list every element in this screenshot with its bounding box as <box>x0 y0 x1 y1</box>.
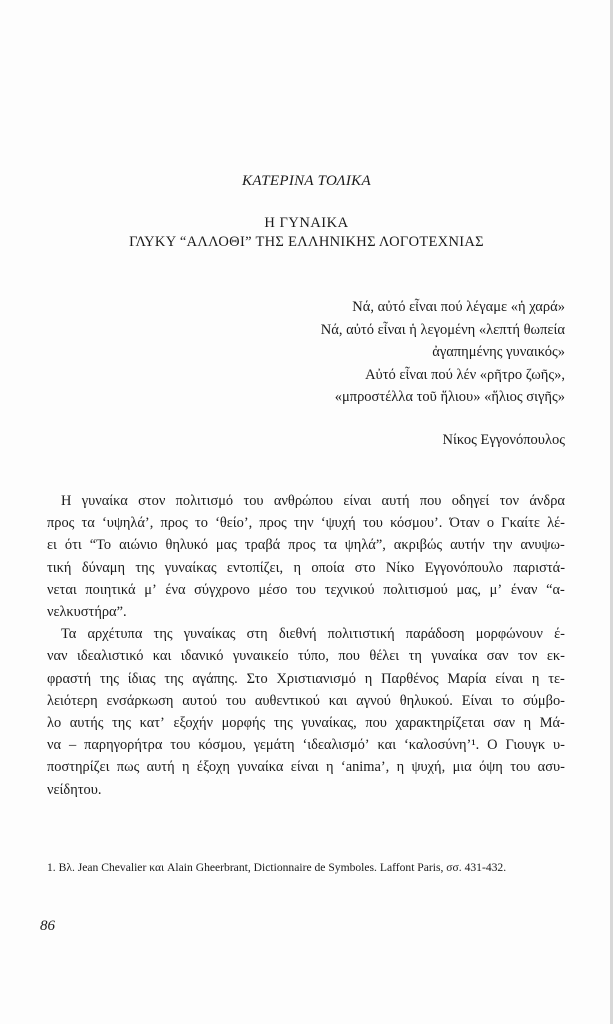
text-line: ποστηρίζει πως αυτή η έξοχη γυναίκα είναι η ‘anima’, η ψυχή, μια όψη του ασυ- <box>47 759 565 776</box>
epigraph-author: Νίκος Εγγονόπουλος <box>442 432 565 448</box>
epigraph-line: «μπροστέλλα τοῦ ἥλιου» «ἥλιος σιγῆς» <box>334 389 565 405</box>
text-line: να – παρηγορήτρα του κόσμου, γεμάτη ‘ιδεαλισμό’ και ‘καλοσύνη’¹. Ο Γιουγκ υ- <box>47 737 565 754</box>
text-line: ναν ιδεαλιστικό και ιδανικό γυναικείο τύπο, που θέλει τη γυναίκα σαν τον εκ- <box>47 648 565 665</box>
text-line: προς τα ‘υψηλά’, προς το ‘θείο’, προς την ‘ψυχή του κόσμου’. Όταν ο Γκαίτε λέ- <box>47 515 565 532</box>
epigraph-line: Νά, αὐτό εἶναι ἡ λεγομένη «λεπτή θωπεία <box>320 321 565 338</box>
text-line: νελκυστήρα”. <box>47 604 127 621</box>
body-text <box>47 490 565 801</box>
text-line: Η γυναίκα στον πολιτισμό του ανθρώπου είναι αυτή που οδηγεί τον άνδρα <box>61 493 565 509</box>
text-line: λο αυτής της κατ’ εξοχήν μορφής της γυναίκας, που χαρακτηρίζεται σαν η Μά- <box>47 715 565 732</box>
text-line: ει ότι “Το αιώνιο θηλυκό μας τραβά προς τα ψηλά”, ακριβώς αυτήν την ανυψω- <box>47 537 565 554</box>
text-line: νείδητου. <box>47 781 102 798</box>
footnote: 1. Βλ. Jean Chevalier και Alain Gheerbrant, Dictionnaire de Symboles. Laffont Paris, σσ. 431-432. <box>47 861 507 874</box>
epigraph-line: Αὐτό εἶναι πού λέν «ρῆτρο ζωῆς», <box>365 366 565 383</box>
article-title-line1: Η ΓΥΝΑΙΚΑ <box>264 215 349 231</box>
article-author: ΚΑΤΕΡΙΝΑ ΤΟΛΙΚΑ <box>242 173 371 189</box>
page-number: 86 <box>40 918 55 934</box>
text-line: φραστή της ίδιας της αγάπης. Στο Χριστιανισμό η Παρθένος Μαρία είναι η τε- <box>47 670 565 687</box>
epigraph-line: ἀγαπημένης γυναικός» <box>432 344 565 360</box>
text-line: Τα αρχέτυπα της γυναίκας στη διεθνή πολιτιστική παράδοση μορφώνουν έ- <box>61 626 565 643</box>
epigraph <box>321 296 565 409</box>
text-line: λειότερη ενσάρκωση αυτού του αυθεντικού και αγνού θηλυκού. Είναι το σύμβο- <box>47 692 565 709</box>
text-line: τική δύναμη της γυναίκας εντοπίζει, η οποία στο Νίκο Εγγονόπουλο παριστά- <box>47 559 565 576</box>
epigraph-line: Νά, αὐτό εἶναι πού λέγαμε «ἡ χαρά» <box>352 299 565 315</box>
article-title-line2: ΓΛΥΚΥ “ΑΛΛΟΘΙ” ΤΗΣ ΕΛΛΗΝΙΚΗΣ ΛΟΓΟΤΕΧΝΙΑΣ <box>129 234 484 250</box>
text-line: νεται ποιητικά μ’ ένα σύγχρονο μέσο του τεχνικού πολιτισμού μας, μ’ έναν “α- <box>47 581 565 598</box>
